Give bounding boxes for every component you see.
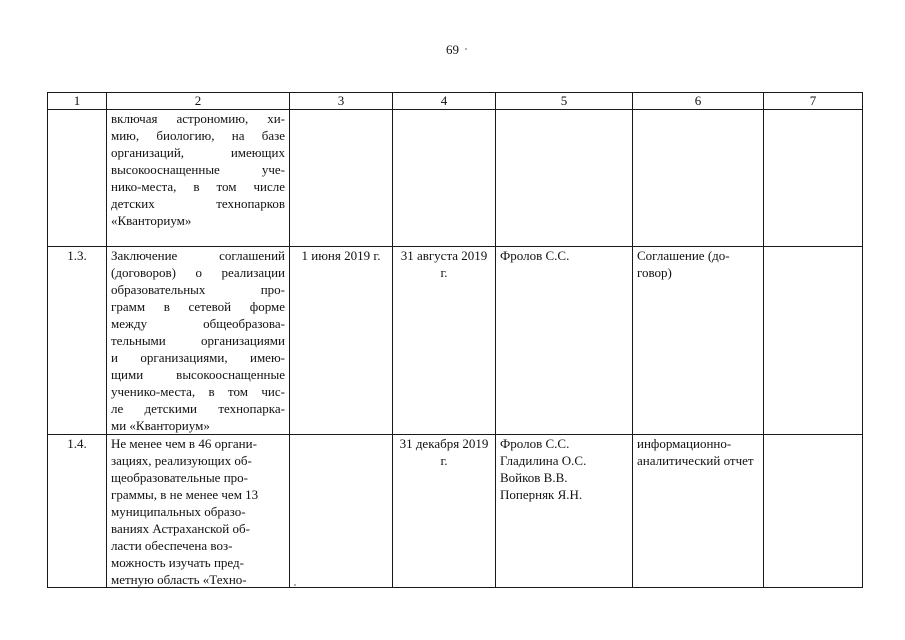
- result: [633, 110, 764, 247]
- description-line: ласти обеспечена воз-: [111, 538, 233, 553]
- item-number: [48, 110, 107, 247]
- column-header: 6: [633, 93, 764, 110]
- scan-speck: [465, 48, 467, 50]
- column-header: 1: [48, 93, 107, 110]
- description-line: ваниях Астраханской об-: [111, 521, 250, 536]
- item-number: 1.4.: [48, 435, 107, 588]
- description-line: «Кванториум»: [111, 213, 192, 228]
- description-line: мию, биологию, на базе: [111, 128, 285, 143]
- description-line: ми «Кванториум»: [111, 418, 210, 433]
- column-7-cell: [764, 110, 863, 247]
- column-7-cell: [764, 247, 863, 435]
- description-line: Не менее чем в 46 органи-: [111, 436, 257, 451]
- description-line: щеобразовательные про-: [111, 470, 248, 485]
- table-row: [48, 247, 863, 435]
- responsible-person: Фролов С.С.: [500, 248, 570, 263]
- description-line: грамм в сетевой форме: [111, 299, 285, 314]
- item-description: [107, 435, 290, 588]
- description-line: организаций, имеющих: [111, 145, 285, 160]
- table-row: [48, 435, 863, 588]
- description-line: и организациями, имею-: [111, 350, 285, 365]
- end-date: 31 августа 2019 г.: [393, 247, 496, 435]
- responsible: [496, 435, 633, 588]
- column-header: 2: [107, 93, 290, 110]
- item-description: [107, 110, 290, 247]
- responsible: [496, 247, 633, 435]
- start-date: [290, 435, 393, 588]
- description-line: метную область «Техно-: [111, 572, 247, 587]
- description-line: высокооснащенные уче-: [111, 162, 285, 177]
- start-date: [290, 110, 393, 247]
- end-date: 31 декабря 2019 г.: [393, 435, 496, 588]
- responsible-person: Гладилина О.С.: [500, 453, 587, 468]
- description-line: можность изучать пред-: [111, 555, 244, 570]
- description-line: зациях, реализующих об-: [111, 453, 252, 468]
- description-line: Заключение соглашений: [111, 248, 285, 263]
- responsible-person: Войков В.В.: [500, 470, 568, 485]
- column-header: 4: [393, 93, 496, 110]
- responsible: [496, 110, 633, 247]
- description-line: муниципальных образо-: [111, 504, 246, 519]
- description-line: щими высокооснащенные: [111, 367, 285, 382]
- description-line: ле детскими технопарка-: [111, 401, 285, 416]
- column-header: 3: [290, 93, 393, 110]
- description-line: нико-места, в том числе: [111, 179, 285, 194]
- description-line: детских технопарков: [111, 196, 285, 211]
- plan-table: [47, 92, 863, 588]
- table-header-row: [48, 93, 863, 110]
- description-line: граммы, в не менее чем 13: [111, 487, 259, 502]
- table-row: [48, 110, 863, 247]
- description-line: ученико-места, в том чис-: [111, 384, 285, 399]
- description-line: (договоров) о реализации: [111, 265, 285, 280]
- start-date: 1 июня 2019 г.: [290, 247, 393, 435]
- result: информационно-аналитический отчет: [633, 435, 764, 588]
- page-number: 69: [446, 42, 459, 57]
- description-line: включая астрономию, хи-: [111, 111, 285, 126]
- description-line: образовательных про-: [111, 282, 285, 297]
- column-7-cell: [764, 435, 863, 588]
- column-header: 7: [764, 93, 863, 110]
- responsible-person: Фролов С.С.: [500, 436, 570, 451]
- responsible-person: Поперняк Я.Н.: [500, 487, 583, 502]
- description-line: между общеобразова-: [111, 316, 285, 331]
- scan-speck: [294, 584, 296, 586]
- item-description: [107, 247, 290, 435]
- item-number: 1.3.: [48, 247, 107, 435]
- description-line: тельными организациями: [111, 333, 285, 348]
- result: Соглашение (до-говор): [633, 247, 764, 435]
- column-header: 5: [496, 93, 633, 110]
- end-date: [393, 110, 496, 247]
